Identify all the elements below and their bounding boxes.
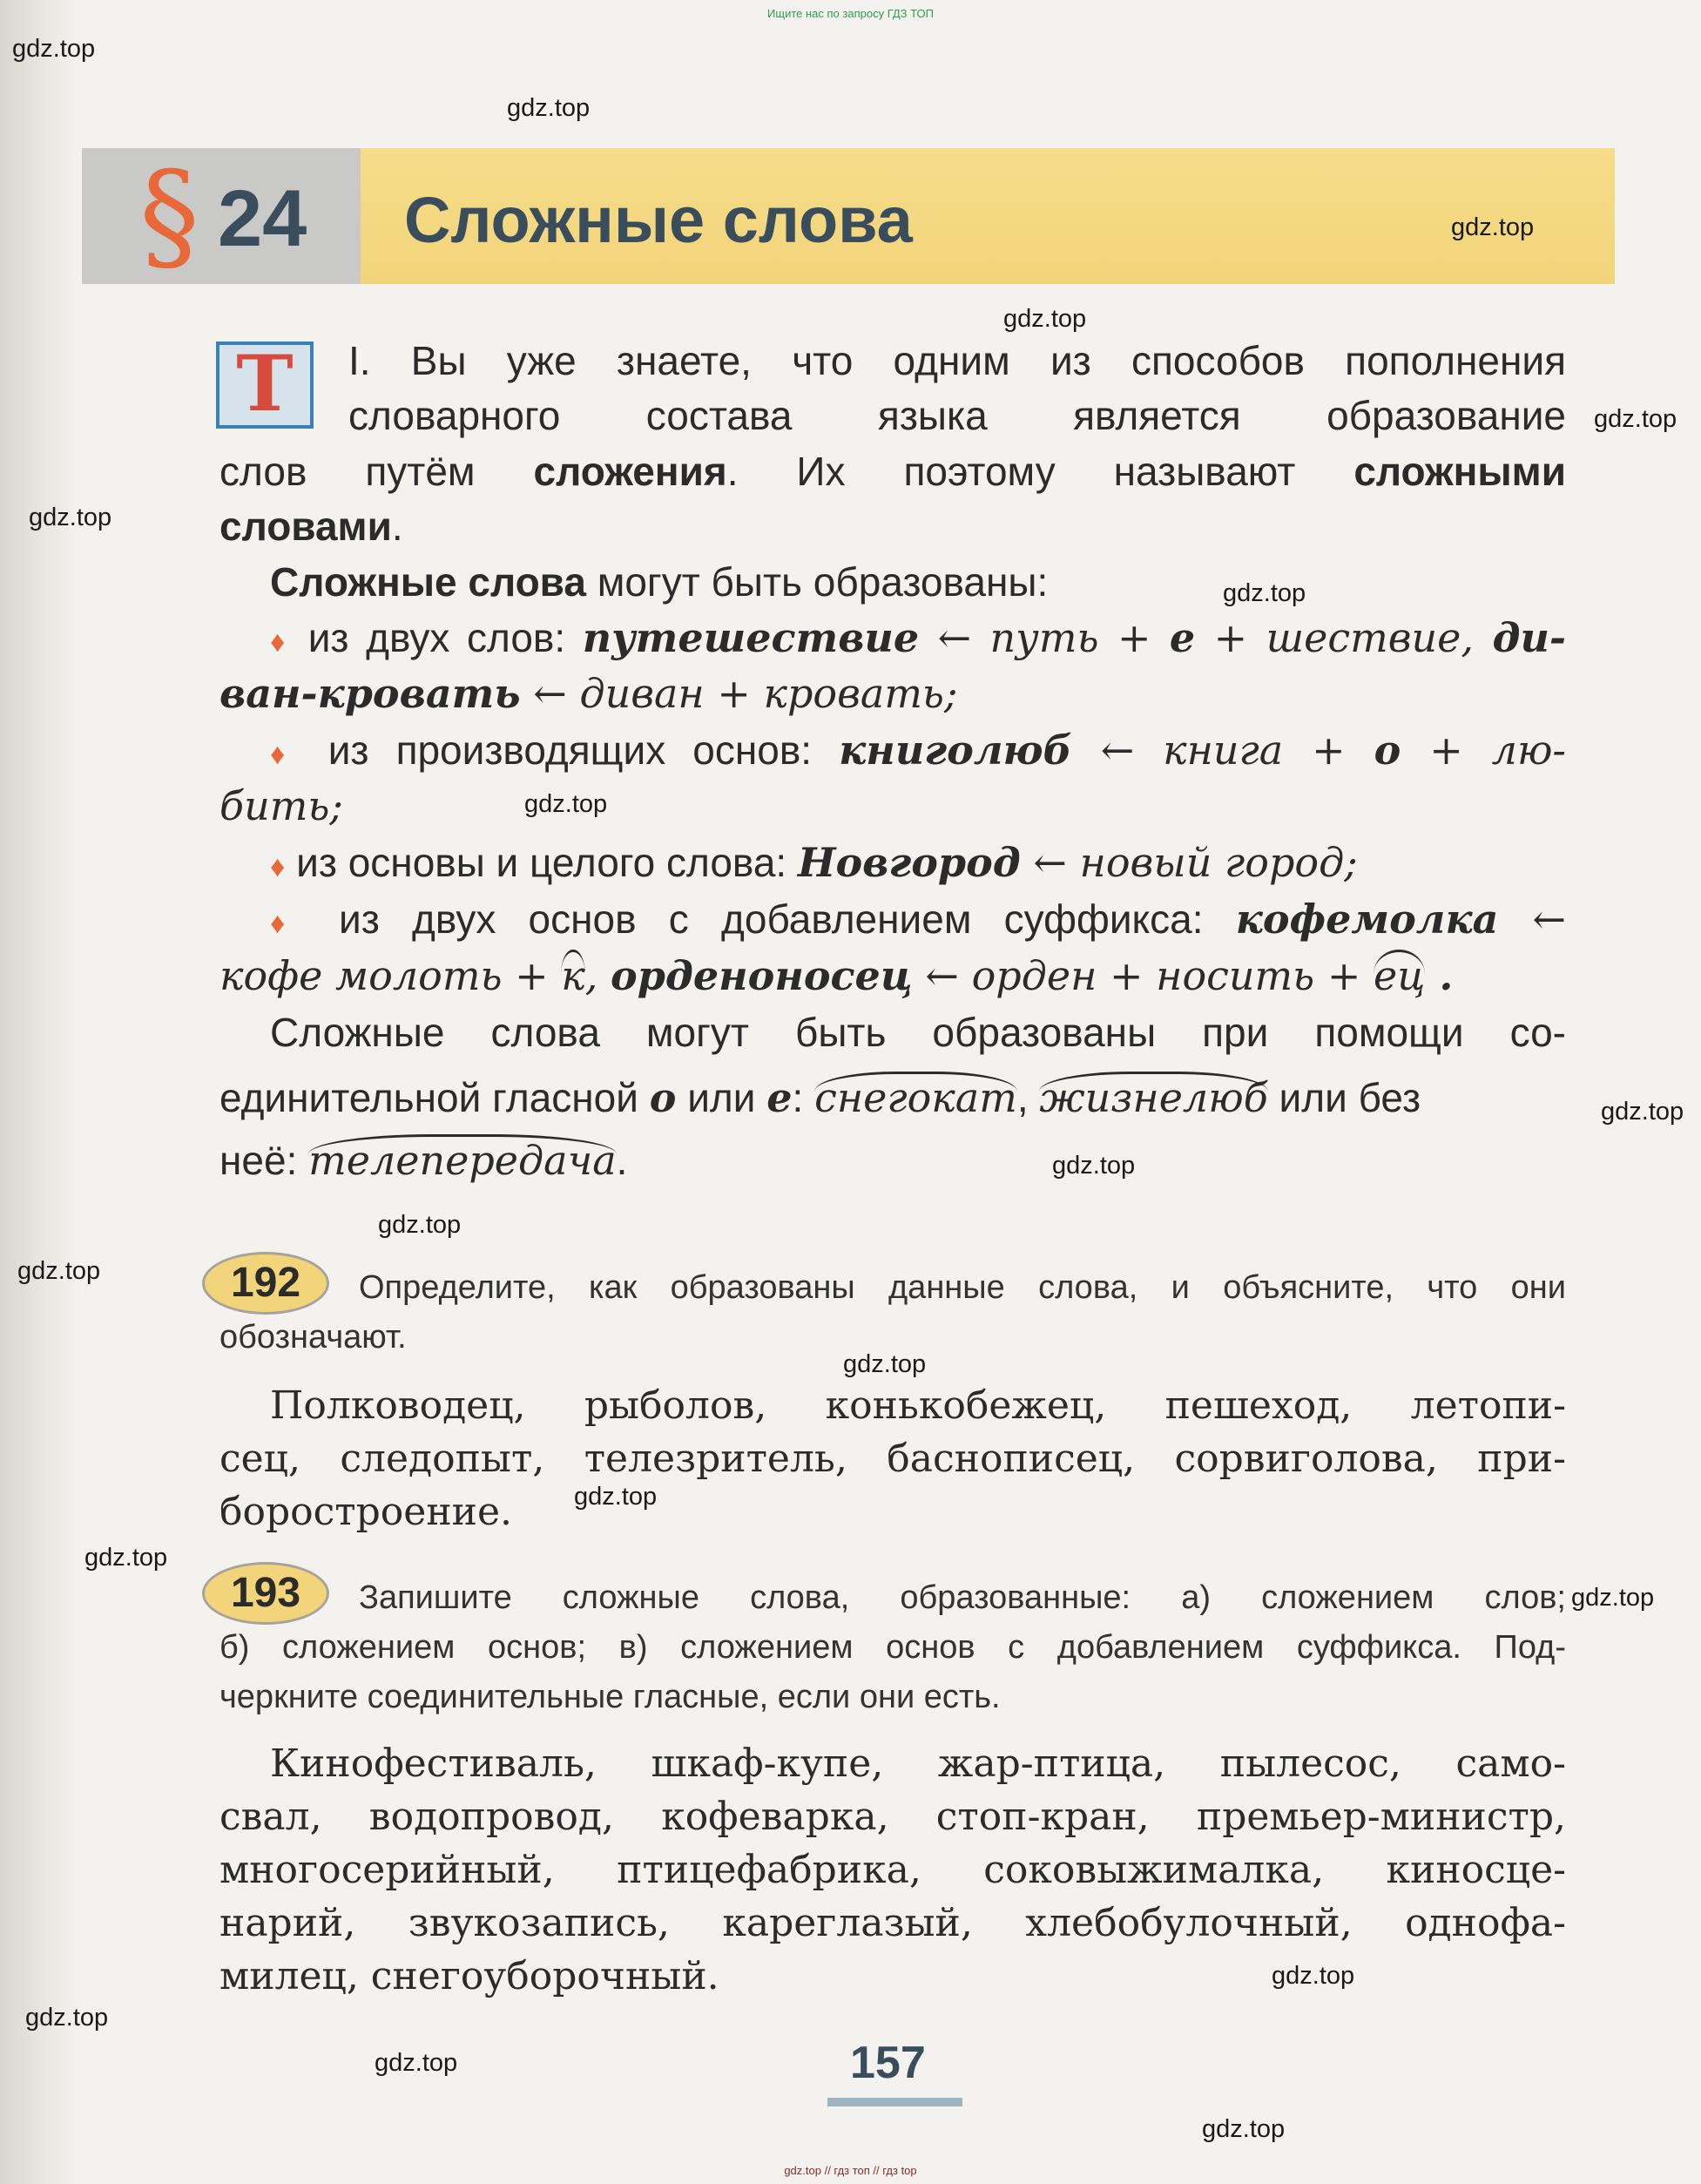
watermark: gdz.top: [1571, 1584, 1655, 1612]
theory-line-1: I. Вы уже знаете, что одним из способов пополнения: [348, 338, 1566, 383]
watermark: gdz.top: [1052, 1152, 1136, 1180]
exercise-193-task-line-3: черкните соединительные гласные, если они есть.: [219, 1679, 1001, 1715]
theory-line-10: ♦ из основы и целого слова: Новгород ← новый город;: [270, 839, 1358, 886]
book-spine-shadow: [0, 0, 80, 2184]
watermark: gdz.top: [1594, 405, 1677, 433]
watermark: gdz.top: [507, 94, 591, 122]
page-number: 157: [850, 2038, 926, 2088]
exercise-193-words-line-1: Кинофестиваль, шкаф-купе, жар-птица, пылесос, само-: [270, 1741, 1566, 1786]
theory-line-12: кофе молоть + к, орденоносец ← орден + носить + ец .: [219, 948, 1566, 1004]
theory-marker-letter: Т: [236, 338, 294, 429]
page-title: Сложные слова: [404, 184, 913, 256]
watermark: gdz.top: [574, 1483, 658, 1511]
watermark: gdz.top: [378, 1211, 462, 1239]
watermark: gdz.top: [1202, 2115, 1286, 2143]
theory-line-15: неё: телепередача.: [219, 1133, 1566, 1188]
exercise-192-words-line-1: Полководец, рыболов, конькобежец, пешеход, летопи-: [270, 1383, 1566, 1428]
theory-line-14: единительной гласной о или е: снегокат, жизнелюб или без: [219, 1070, 1566, 1126]
watermark: gdz.top: [524, 790, 608, 818]
theory-line-2: словарного состава языка является образование: [348, 393, 1566, 438]
watermark: gdz.top: [843, 1350, 927, 1378]
exercise-193-words-line-5: милец, снегоуборочный.: [219, 1954, 719, 1998]
theory-line-11: ♦ из двух основ с добавлением суффикса: кофемолка ←: [270, 896, 1567, 943]
theory-line-3: слов путём сложения. Их поэтому называют сложными: [219, 449, 1566, 494]
theory-line-13: Сложные слова могут быть образованы при помощи со-: [270, 1010, 1566, 1055]
watermark: gdz.top: [17, 1257, 101, 1285]
watermark: gdz.top: [1272, 1962, 1355, 1990]
watermark: gdz.top: [1003, 305, 1087, 333]
theory-line-6: ♦ из двух слов: путешествие ← путь + е + шествие, ди-: [270, 614, 1566, 661]
bullet-diamond-icon: ♦: [270, 907, 307, 940]
exercise-193-words-line-2: свал, водопровод, кофеварка, стоп-кран, премьер-министр,: [219, 1795, 1566, 1839]
watermark: gdz.top: [1451, 213, 1535, 241]
theory-line-7: ван-кровать ← диван + кровать;: [219, 670, 958, 717]
watermark: gdz.top: [12, 35, 96, 63]
exercise-192-words-line-2: сец, следопыт, телезритель, баснописец, сорвиголова, при-: [219, 1437, 1566, 1481]
watermark: gdz.top: [84, 1544, 168, 1572]
exercise-193-badge: 193: [202, 1562, 329, 1625]
theory-line-4: словами.: [219, 504, 403, 549]
section-number: 24: [218, 174, 307, 263]
top-note: Ищите нас по запросу ГДЗ ТОП: [767, 7, 934, 20]
theory-line-9: бить;: [219, 782, 343, 829]
watermark: gdz.top: [25, 2004, 109, 2032]
theory-line-8: ♦ из производящих основ: книголюб ← книга + о + лю-: [270, 727, 1566, 774]
watermark: gdz.top: [375, 2049, 458, 2077]
page-number-underline: [827, 2098, 962, 2106]
exercise-192-words-line-3: боростроение.: [219, 1490, 512, 1534]
exercise-192-badge: 192: [202, 1252, 329, 1315]
exercise-193-words-line-3: многосерийный, птицефабрика, соковыжималка, киносце-: [219, 1848, 1566, 1892]
watermark: gdz.top: [1223, 579, 1306, 607]
bullet-diamond-icon: ♦: [270, 625, 292, 659]
theory-line-5: Сложные слова могут быть образованы:: [270, 559, 1049, 605]
exercise-192-task-line-1: Определите, как образованы данные слова, и объясните, что они: [359, 1269, 1566, 1306]
bullet-diamond-icon: ♦: [270, 738, 301, 771]
paragraph-symbol: §: [139, 145, 199, 286]
exercise-192-task-line-2: обозначают.: [219, 1319, 407, 1356]
bottom-note: gdz.top // гдз топ // гдз top: [784, 2164, 917, 2177]
bullet-diamond-icon: ♦: [270, 850, 286, 883]
exercise-193-task-line-1: Запишите сложные слова, образованные: а) сложением слов;: [359, 1579, 1566, 1616]
exercise-193-words-line-4: нарий, звукозапись, кареглазый, хлебобулочный, однофа-: [219, 1901, 1566, 1945]
watermark: gdz.top: [1601, 1098, 1684, 1126]
watermark: gdz.top: [29, 504, 112, 531]
exercise-193-task-line-2: б) сложением основ; в) сложением основ с добавлением суффикса. Под-: [219, 1629, 1566, 1666]
